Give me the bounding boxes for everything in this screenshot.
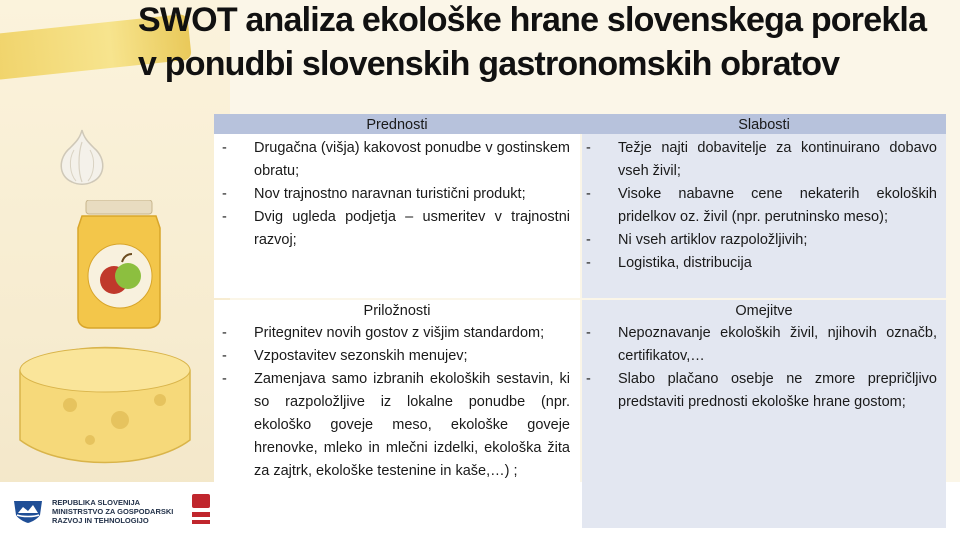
ministry-line-3: RAZVOJ IN TEHNOLOGIJO (52, 516, 149, 525)
list-item: - Vzpostavitev sezonskih menujev; (222, 345, 570, 368)
ministry-line-1: REPUBLIKA SLOVENIJA (52, 498, 141, 507)
strengths-list (222, 137, 570, 252)
list-item: - Slabo plačano osebje ne zmore prepričljivo predstaviti prednosti ekološke hrane gostom; (586, 368, 937, 414)
opportunities-list (222, 322, 570, 483)
threats-header: Omejitve (735, 303, 793, 319)
list-item: - Zamenjava samo izbranih ekoloških sestavin, ki so razpoložljive iz lokalne ponudbe (npr. ekološko goveje meso, ekološke goveje hrenovke, mleko in mlečni izdelki, ekološka žita za zajtrk, ekološke testenine in kaše,…) ; (222, 368, 570, 483)
list-item: - Drugačna (višja) kakovost ponudbe v gostinskem obratu; (222, 137, 570, 183)
ministry-line-2: MINISTRSTVO ZA GOSPODARSKI (52, 507, 174, 516)
threats-list (586, 322, 937, 414)
page-title: SWOT analiza ekološke hrane slovenskega porekla v ponudbi slovenskih gastronomskih obratov (138, 1, 927, 83)
strengths-header: Prednosti (366, 117, 428, 133)
list-item: - Ni vseh artiklov razpoložljivih; (586, 229, 937, 252)
list-item: - Visoke nabavne cene nekaterih ekoloških pridelkov oz. živil (npr. perutninsko meso); (586, 183, 937, 229)
list-item: - Pritegnitev novih gostov z višjim standardom; (222, 322, 570, 345)
opportunities-header: Priložnosti (363, 303, 431, 319)
list-item: - Logistika, distribucija (586, 252, 937, 275)
weaknesses-header: Slabosti (738, 117, 790, 133)
list-item: - Dvig ugleda podjetja – usmeritev v trajnostni razvoj; (222, 206, 570, 252)
partner-logo (190, 492, 212, 526)
cheese-illustration (0, 330, 200, 480)
ministry-logo (10, 498, 173, 525)
list-item: - Nepoznavanje ekoloških živil, njihovih označb, certifikatov,… (586, 322, 937, 368)
list-item: - Težje najti dobavitelje za kontinuirano dobavo vseh živil; (586, 137, 937, 183)
juice-jar-illustration (64, 200, 174, 330)
weaknesses-list (586, 137, 937, 275)
garlic-illustration (52, 128, 112, 188)
swot-table (214, 114, 946, 528)
list-item: - Nov trajnostno naravnan turistični produkt; (222, 183, 570, 206)
slovenia-coat-of-arms-icon (10, 499, 46, 525)
